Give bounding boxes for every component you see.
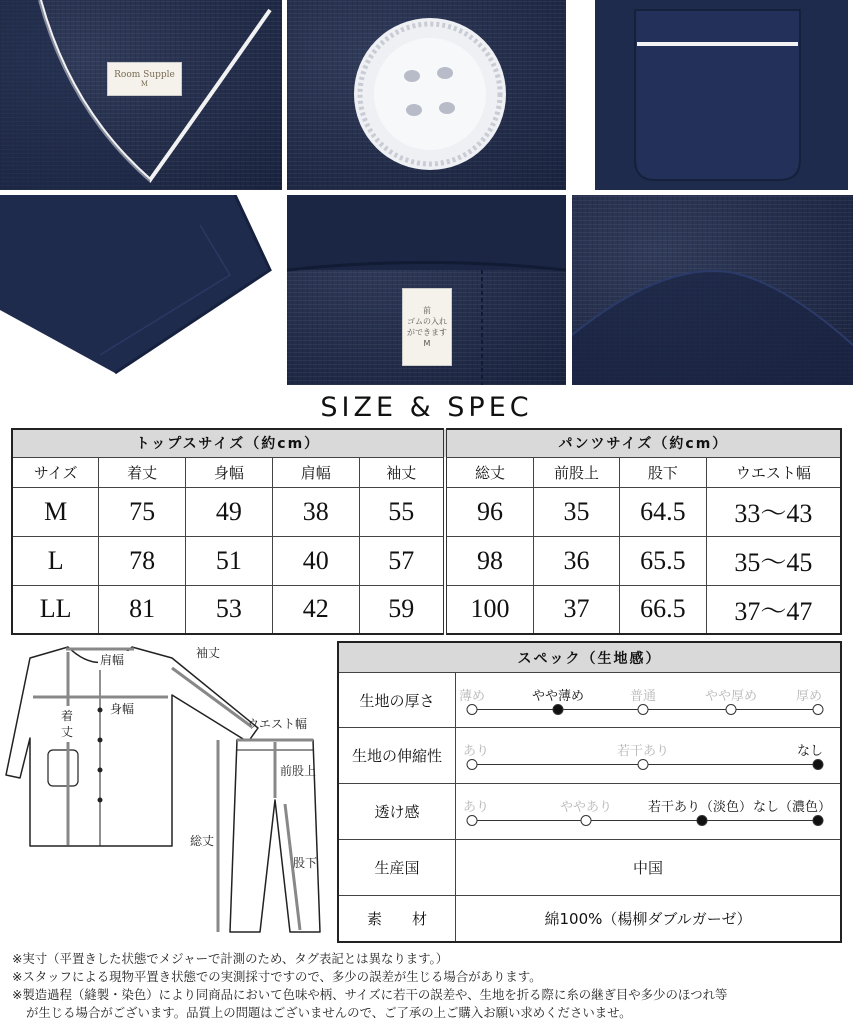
- scale-option-selected: やや薄め: [531, 689, 585, 704]
- table-cell: 40: [272, 536, 359, 585]
- table-cell: 38: [272, 487, 359, 536]
- scale-dot-selected: [813, 759, 824, 770]
- photo-pocket: [595, 0, 853, 190]
- scale-option-selected: 若干あり（淡色）: [647, 800, 753, 815]
- table-cell: 98: [445, 536, 534, 585]
- table-cell: 36: [534, 536, 620, 585]
- origin-value: 中国: [632, 859, 663, 877]
- note-line: ※スタッフによる現物平置き状態での実測採寸ですので、多少の誤差が生じる場合があります。: [12, 969, 542, 984]
- inseam-label: 股下: [293, 856, 318, 870]
- table-cell: 35: [534, 487, 620, 536]
- scale-option: 薄め: [458, 689, 486, 704]
- sleeve-illustration: [0, 195, 282, 385]
- table-row: [12, 536, 841, 585]
- brand-label-text: Room Supple: [114, 70, 175, 80]
- table-cell: 100: [445, 585, 534, 634]
- column-header: 総丈: [445, 457, 534, 487]
- sheer-scale: [456, 784, 840, 839]
- pocket-illustration: [595, 0, 853, 190]
- scale-option: あり: [462, 744, 490, 759]
- size-table: [11, 428, 842, 635]
- scale-dot-selected: [697, 815, 708, 826]
- column-header: 股下: [619, 457, 706, 487]
- table-row: [12, 487, 841, 536]
- shoulder-width-label: 肩幅: [100, 653, 125, 667]
- photo-sleeve: [0, 195, 282, 385]
- table-cell: 37: [534, 585, 620, 634]
- fabric-fold: [572, 195, 853, 385]
- spec-label: 透け感: [339, 784, 456, 839]
- notes: [12, 950, 844, 1022]
- table-cell: 51: [186, 536, 273, 585]
- column-header: 着丈: [99, 457, 186, 487]
- column-header: 身幅: [186, 457, 273, 487]
- length-label: 着: [61, 709, 74, 723]
- column-header: 前股上: [534, 457, 620, 487]
- length-label: 丈: [61, 725, 74, 739]
- table-cell: 96: [445, 487, 534, 536]
- thickness-scale: [456, 673, 840, 727]
- scale-dot-selected: [553, 704, 564, 715]
- table-cell: 81: [99, 585, 186, 634]
- scale-line: [472, 820, 823, 821]
- spec-table: [337, 641, 842, 943]
- scale-dot: [467, 815, 478, 826]
- table-cell: 49: [186, 487, 273, 536]
- spec-row-material: [339, 896, 840, 941]
- scale-dot-selected: [813, 815, 824, 826]
- scale-option: あり: [462, 800, 490, 815]
- table-cell: 42: [272, 585, 359, 634]
- scale-option: やや厚め: [704, 689, 758, 704]
- scale-dot: [467, 759, 478, 770]
- column-header-row: [12, 457, 841, 487]
- table-cell: 75: [99, 487, 186, 536]
- table-row: [12, 585, 841, 634]
- tops-size-header: トップスサイズ（約cm）: [12, 429, 445, 457]
- scale-dot: [638, 759, 649, 770]
- stretch-scale: [456, 728, 840, 783]
- brand-label: [107, 62, 182, 96]
- table-cell: 57: [359, 536, 445, 585]
- spec-row-origin: [339, 840, 840, 896]
- size-tag-line: 前: [423, 306, 431, 315]
- pants-size-header: パンツサイズ（約cm）: [445, 429, 841, 457]
- note-line: が生じる場合がございます。品質上の問題はございませんので、ご了承の上ご購入お願い求めくださいませ。: [26, 1005, 632, 1020]
- total-length-label: 総丈: [190, 834, 215, 848]
- waist-label: ウエスト幅: [247, 717, 308, 731]
- column-header: ウエスト幅: [706, 457, 841, 487]
- table-cell: 64.5: [619, 487, 706, 536]
- size-tag: [402, 288, 452, 366]
- size-tag-line: ができます: [407, 328, 447, 337]
- table-cell: 78: [99, 536, 186, 585]
- spec-label: 生産国: [339, 840, 456, 895]
- spec-row-stretch: [339, 728, 840, 784]
- column-header: 肩幅: [272, 457, 359, 487]
- section-title: SIZE & SPEC: [320, 392, 533, 423]
- size-tag-line: ゴムの入れ: [407, 317, 447, 326]
- table-cell: 59: [359, 585, 445, 634]
- material-value: 綿100%（楊柳ダブルガーゼ）: [544, 910, 752, 928]
- table-cell: 53: [186, 585, 273, 634]
- spec-label: 素 材: [339, 896, 456, 941]
- sleeve-length-label: 袖丈: [196, 646, 221, 660]
- table-cell: 33〜43: [706, 487, 841, 536]
- column-header: 袖丈: [359, 457, 445, 487]
- spec-label: 生地の伸縮性: [339, 728, 456, 783]
- table-cell: 55: [359, 487, 445, 536]
- scale-option: 厚め: [795, 689, 823, 704]
- size-tag-size: M: [423, 339, 431, 348]
- button-icon: [287, 0, 566, 190]
- brand-label-size: M: [140, 80, 149, 88]
- scale-dot: [813, 704, 824, 715]
- note-line: ※実寸（平置きした状態でメジャーで計測のため、タグ表記とは異なります。）: [12, 951, 449, 966]
- photo-neckline: [0, 0, 282, 190]
- table-cell: 35〜45: [706, 536, 841, 585]
- body-width-label: 身幅: [110, 702, 135, 716]
- table-cell: 65.5: [619, 536, 706, 585]
- scale-option: ややあり: [559, 800, 613, 815]
- scale-dot: [467, 704, 478, 715]
- pants-measure-diagram: [185, 712, 335, 947]
- table-cell: L: [12, 536, 99, 585]
- scale-dot: [726, 704, 737, 715]
- spec-row-thickness: [339, 673, 840, 728]
- scale-option-selected: なし: [796, 744, 824, 759]
- table-cell: 66.5: [619, 585, 706, 634]
- column-header: サイズ: [12, 457, 99, 487]
- photo-waistband: [287, 195, 566, 385]
- table-cell: LL: [12, 585, 99, 634]
- photo-fabric-texture: [572, 195, 853, 385]
- rise-label: 前股上: [280, 764, 317, 778]
- note-line: ※製造過程（縫製・染色）により同商品において色味や柄、サイズに若干の誤差や、生地を折る際に糸の継ぎ目や多少のほつれ等: [12, 987, 728, 1002]
- photo-button: [287, 0, 566, 190]
- spec-header: スペック（生地感）: [339, 643, 840, 673]
- scale-option: 普通: [629, 689, 657, 704]
- scale-dot: [638, 704, 649, 715]
- scale-option-selected: なし（濃色）: [752, 800, 832, 815]
- table-cell: 37〜47: [706, 585, 841, 634]
- scale-dot: [581, 815, 592, 826]
- spec-row-sheer: [339, 784, 840, 840]
- spec-label: 生地の厚さ: [339, 673, 456, 727]
- table-cell: M: [12, 487, 99, 536]
- scale-option: 若干あり: [616, 744, 670, 759]
